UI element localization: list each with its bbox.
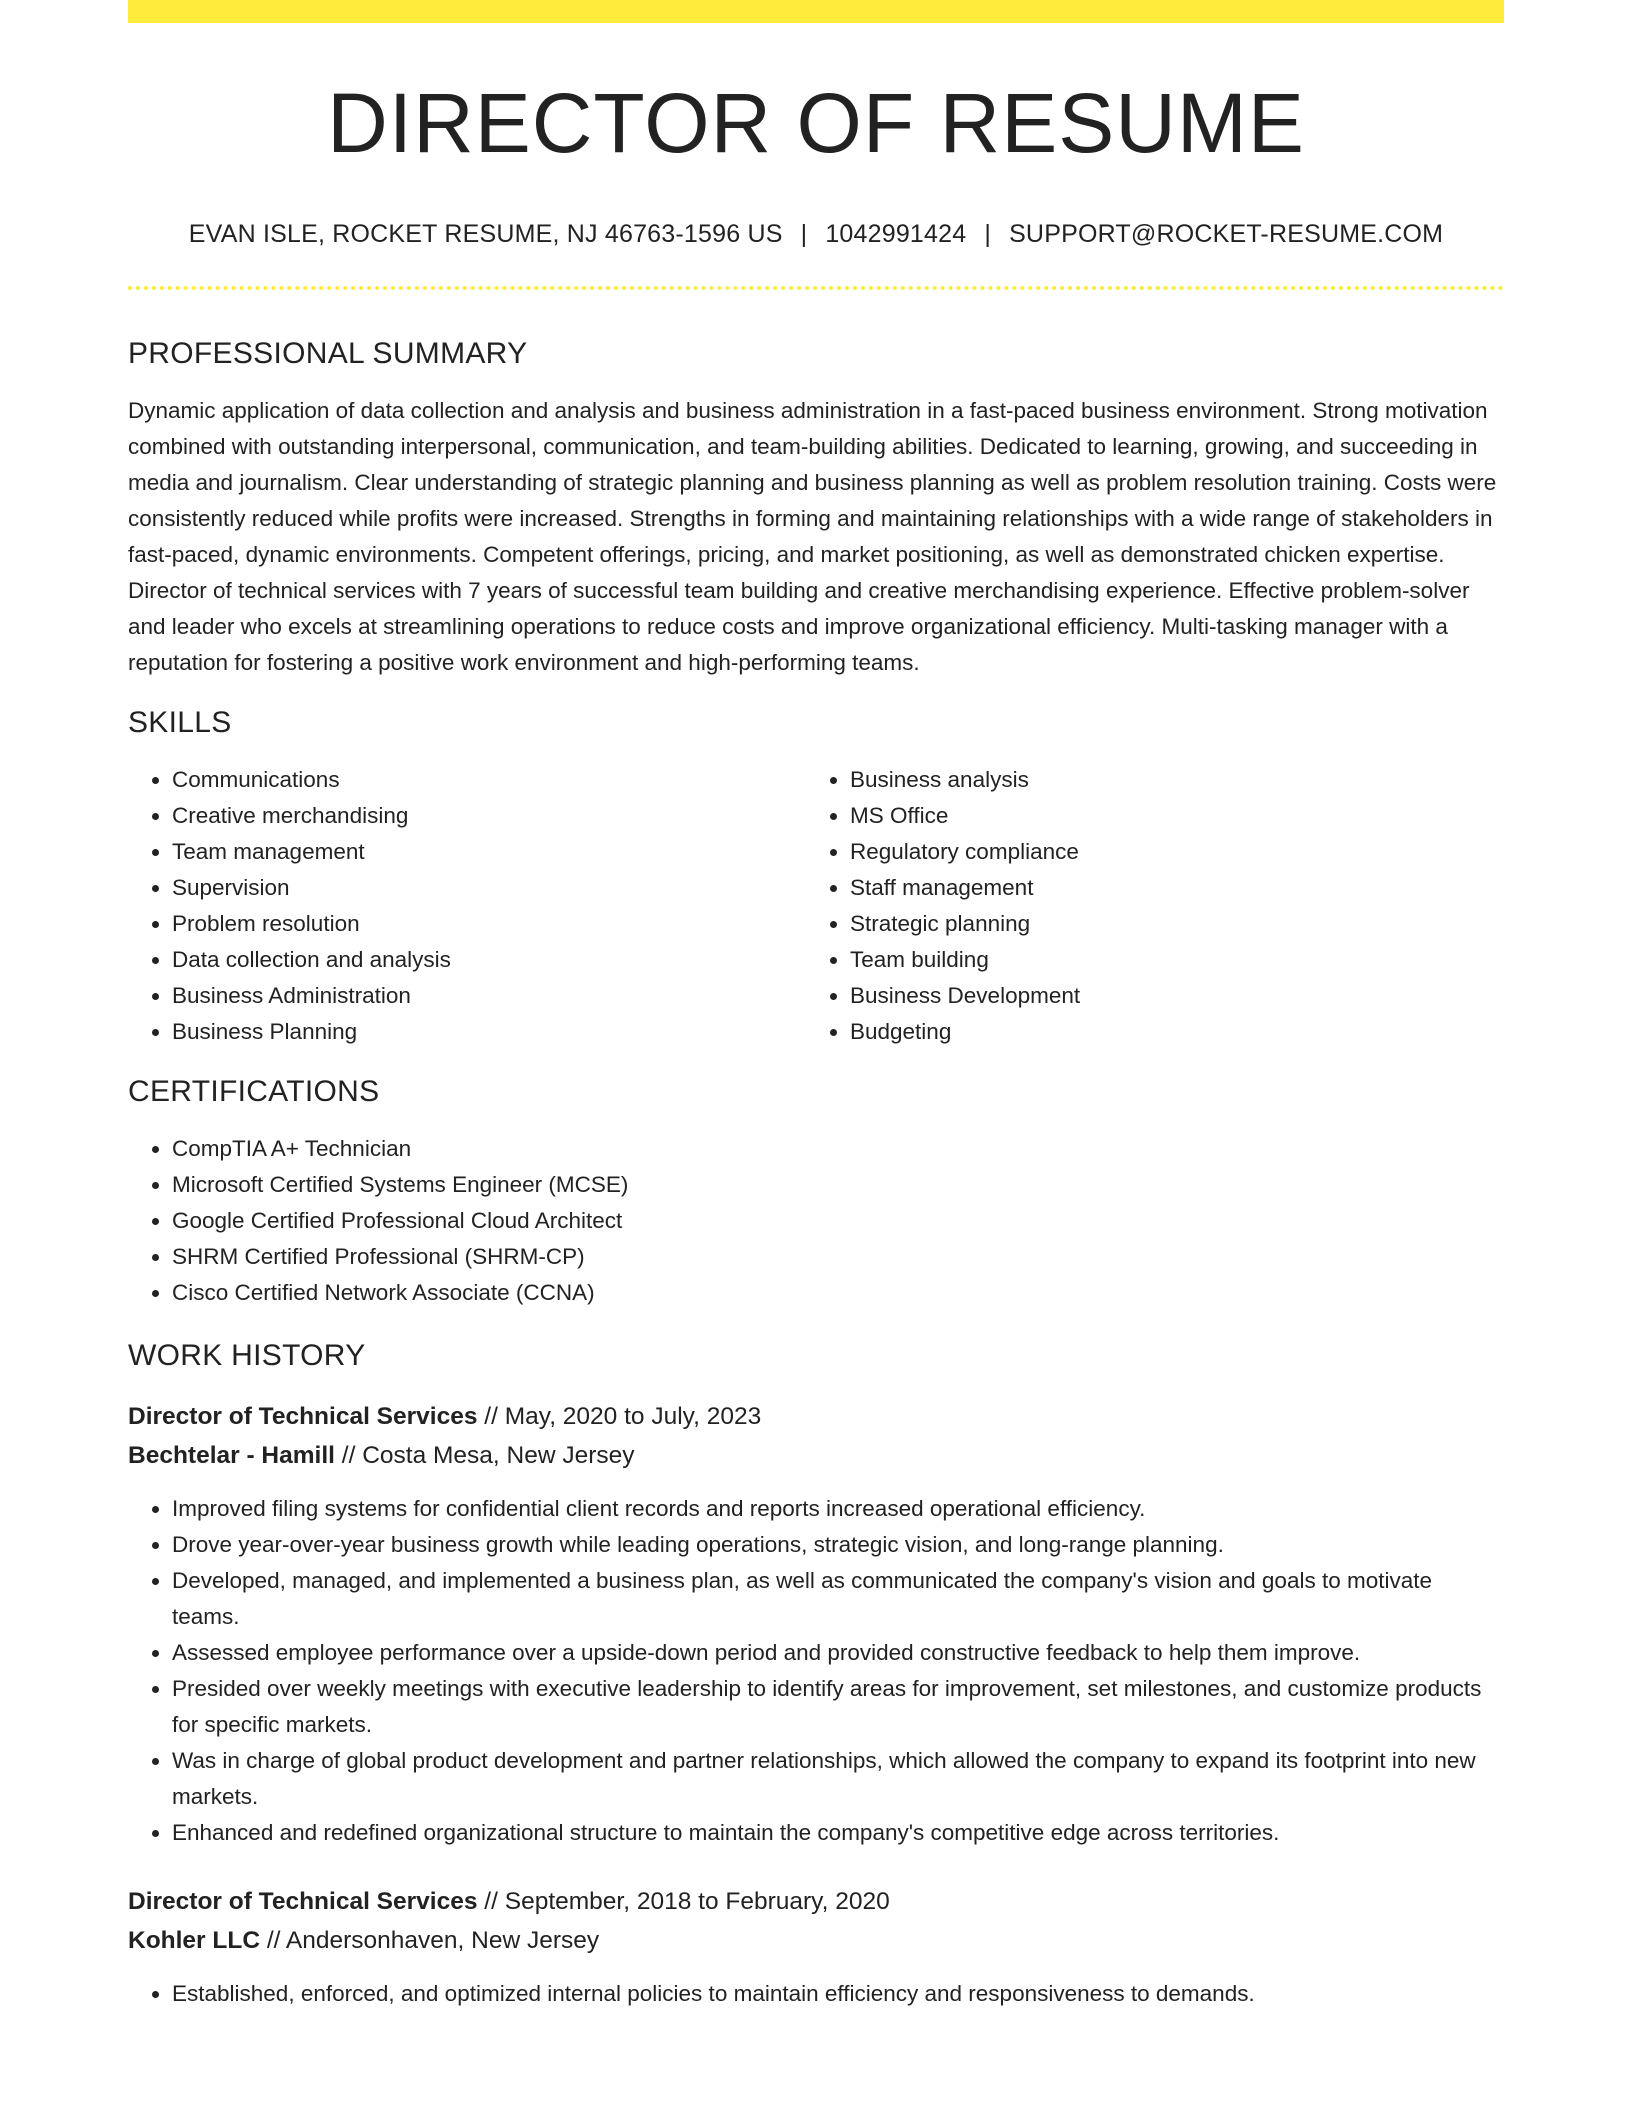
certification-item: • Google Certified Professional Cloud Architect xyxy=(172,1203,1504,1239)
job-bullet: • Was in charge of global product development and partner relationships, which allowed the company to expand its footprint into new markets. xyxy=(172,1743,1504,1815)
skill-item: • Business Development xyxy=(850,978,1484,1014)
job-company: Bechtelar - Hamill xyxy=(128,1442,335,1469)
contact-separator: | xyxy=(984,220,992,248)
resume-page xyxy=(128,0,1504,2012)
summary-heading: PROFESSIONAL SUMMARY xyxy=(128,337,528,370)
skill-item: • Problem resolution xyxy=(172,906,806,942)
contact-email[interactable]: SUPPORT@ROCKET-RESUME.COM xyxy=(1009,220,1444,248)
certification-item: • CompTIA A+ Technician xyxy=(172,1131,1504,1167)
job-header xyxy=(128,1397,1504,1475)
skill-item: • Business Planning xyxy=(172,1014,806,1050)
skill-item: • Regulatory compliance xyxy=(850,834,1484,870)
certifications-heading: CERTIFICATIONS xyxy=(128,1075,380,1108)
dotted-divider xyxy=(128,286,1504,290)
job-bullets xyxy=(128,1491,1504,1851)
skill-item: • Budgeting xyxy=(850,1014,1484,1050)
job-bullet: • Established, enforced, and optimized internal policies to maintain efficiency and responsiveness to demands. xyxy=(172,1976,1504,2012)
top-accent-bar xyxy=(128,0,1504,23)
certification-item: • Cisco Certified Network Associate (CCNA) xyxy=(172,1275,1504,1311)
job-bullet: • Improved filing systems for confidential client records and reports increased operational efficiency. xyxy=(172,1491,1504,1527)
job-dates: // September, 2018 to February, 2020 xyxy=(477,1888,890,1915)
skills-heading: SKILLS xyxy=(128,706,232,739)
job-title-line xyxy=(128,1397,1504,1436)
skill-item: • Team building xyxy=(850,942,1484,978)
job-title-line xyxy=(128,1882,1504,1921)
skill-item: • Communications xyxy=(172,762,806,798)
skill-item: • Creative merchandising xyxy=(172,798,806,834)
contact-separator: | xyxy=(800,220,808,248)
job-role: Director of Technical Services xyxy=(128,1888,478,1915)
skill-item: • Business Administration xyxy=(172,978,806,1014)
skill-item: • Supervision xyxy=(172,870,806,906)
contact-address: EVAN ISLE, ROCKET RESUME, NJ 46763-1596 US xyxy=(188,220,783,248)
skill-item: • Strategic planning xyxy=(850,906,1484,942)
job-dates: // May, 2020 to July, 2023 xyxy=(477,1403,762,1430)
summary-text: Dynamic application of data collection and analysis and business administration in a fast-paced business environment. Strong motivation combined with outstanding interpersonal, communication, and team-building abilities. Dedicated to learning, growing, and succeeding in media and journalism. Clear understanding of strategic planning and business planning as well as problem resolution training. Costs were consistently reduced while profits were increased. Strengths in forming and maintaining relationships with a wide range of stakeholders in fast-paced, dynamic environments. Competent offerings, pricing, and market positioning, as well as demonstrated chicken expertise. Director of technical services with 7 years of successful team building and creative merchandising experience. Effective problem-solver and leader who excels at streamlining operations to reduce costs and improve organizational efficiency. Multi-tasking manager with a reputation for fostering a positive work environment and high-performing teams. xyxy=(128,398,1497,675)
job-bullet: • Assessed employee performance over a upside-down period and provided constructive feedback to help them improve. xyxy=(172,1635,1504,1671)
skills-list-left xyxy=(128,762,806,1050)
job-bullets xyxy=(128,1976,1504,2012)
job-role: Director of Technical Services xyxy=(128,1403,478,1430)
job-company-line xyxy=(128,1436,1504,1475)
certification-item: • SHRM Certified Professional (SHRM-CP) xyxy=(172,1239,1504,1275)
contact-phone[interactable]: 1042991424 xyxy=(825,220,967,248)
job-header xyxy=(128,1882,1504,1960)
resume-name: DIRECTOR OF RESUME xyxy=(327,76,1305,170)
certifications-list xyxy=(128,1131,1504,1311)
skill-item: • Data collection and analysis xyxy=(172,942,806,978)
skill-item: • MS Office xyxy=(850,798,1484,834)
certification-item: • Microsoft Certified Systems Engineer (MCSE) xyxy=(172,1167,1504,1203)
work-history-heading: WORK HISTORY xyxy=(128,1339,366,1372)
job-bullet: • Enhanced and redefined organizational structure to maintain the company's competitive edge across territories. xyxy=(172,1815,1504,1851)
skill-item: • Team management xyxy=(172,834,806,870)
job-location: // Costa Mesa, New Jersey xyxy=(334,1442,635,1469)
job-location: // Andersonhaven, New Jersey xyxy=(260,1927,600,1954)
job-bullet: • Presided over weekly meetings with executive leadership to identify areas for improvement, set milestones, and customize products for specific markets. xyxy=(172,1671,1504,1743)
skills-columns xyxy=(128,762,1504,1050)
contact-line xyxy=(128,222,1504,247)
job-bullet: • Developed, managed, and implemented a business plan, as well as communicated the company's vision and goals to motivate teams. xyxy=(172,1563,1504,1635)
job-bullet: • Drove year-over-year business growth while leading operations, strategic vision, and long-range planning. xyxy=(172,1527,1504,1563)
skill-item: • Staff management xyxy=(850,870,1484,906)
job-company-line xyxy=(128,1921,1504,1960)
job-company: Kohler LLC xyxy=(128,1927,261,1954)
skill-item: • Business analysis xyxy=(850,762,1484,798)
skills-list-right xyxy=(806,762,1484,1050)
